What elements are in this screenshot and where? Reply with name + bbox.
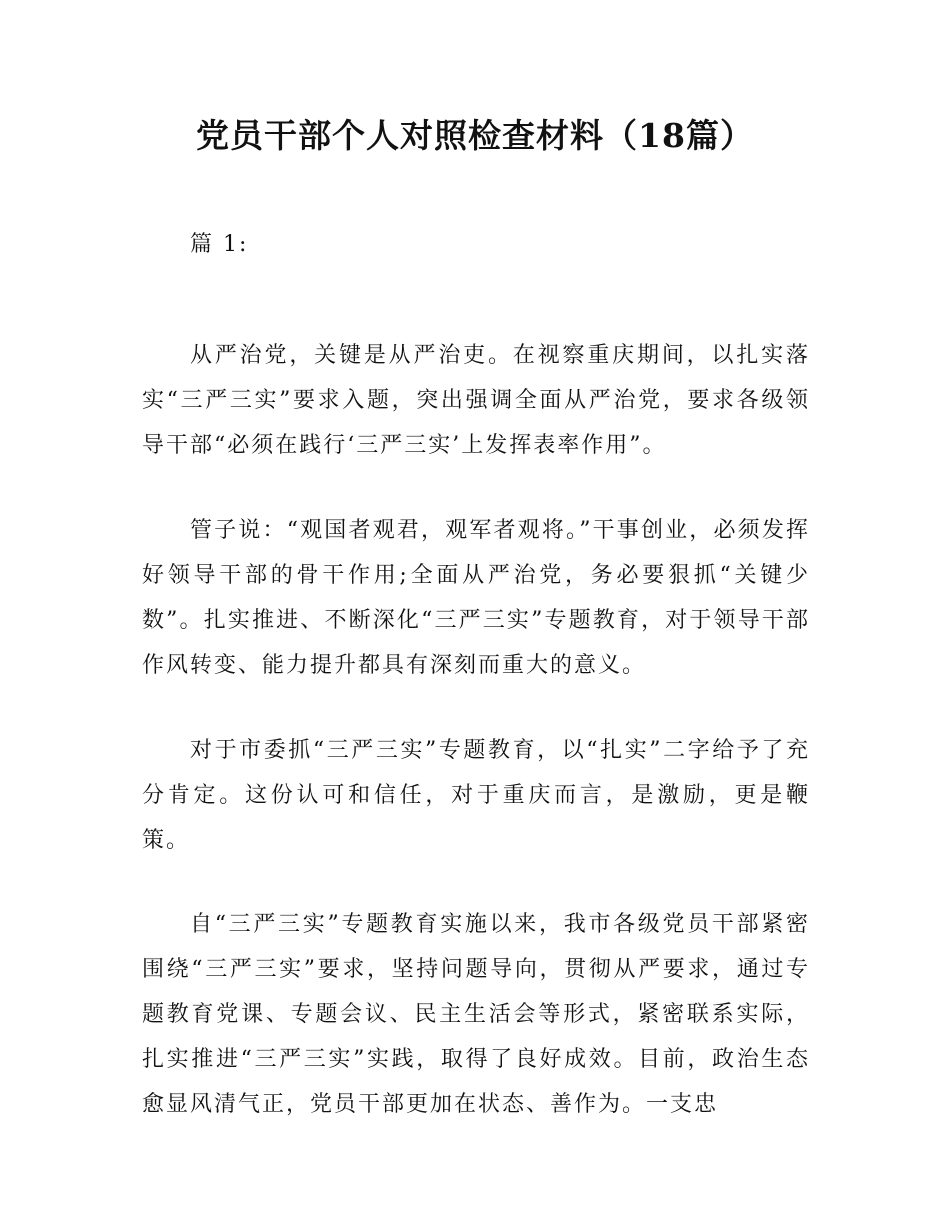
paragraph-2: 管子说：“观国者观君，观军者观将。”干事创业，必须发挥好领导干部的骨干作用;全面从严治党，务必要狠抓“关键少数”。扎实推进、不断深化“三严三实”专题教育，对于领导干部作风转变、能力提升都具有深刻而重大的意义。 — [142, 518, 810, 678]
section-label: 篇 1: — [190, 232, 249, 257]
paragraph-4: 自“三严三实”专题教育实施以来，我市各级党员干部紧密围绕“三严三实”要求，坚持问题导向，贯彻从严要求，通过专题教育党课、专题会议、民主生活会等形式，紧密联系实际，扎实推进“三严三实”实践，取得了良好成效。目前，政治生态愈显风清气正，党员干部更加在状态、善作为。一支忠 — [142, 912, 810, 1117]
paragraph-1: 从严治党，关键是从严治吏。在视察重庆期间，以扎实落实“三严三实”要求入题，突出强调全面从严治党，要求各级领导干部“必须在践行‘三严三实’上发挥表率作用”。 — [142, 343, 810, 458]
paragraph-3: 对于市委抓“三严三实”专题教育，以“扎实”二字给予了充分肯定。这份认可和信任，对于重庆而言，是激励，更是鞭策。 — [142, 738, 810, 853]
document-title: 党员干部个人对照检查材料（18篇） — [196, 116, 754, 155]
